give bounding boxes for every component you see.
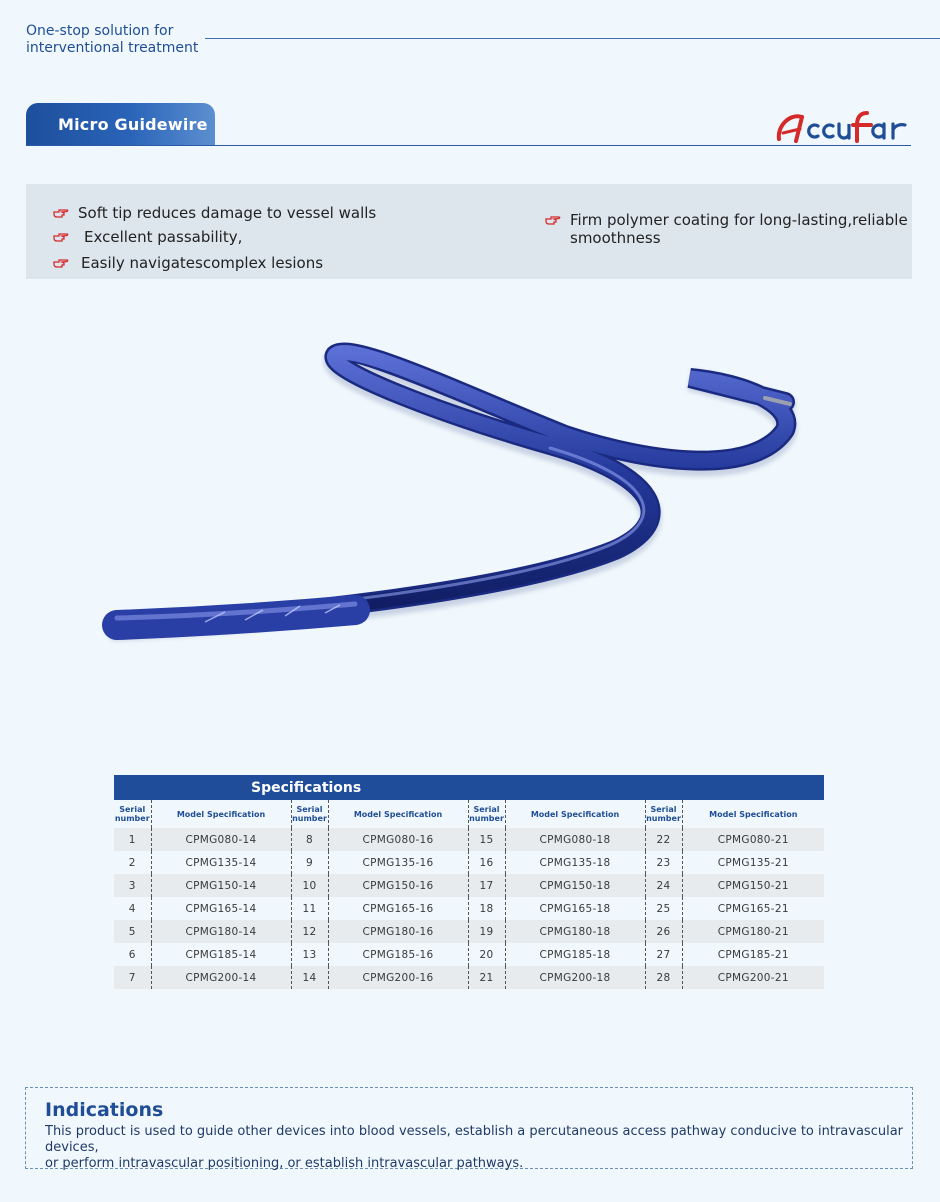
serial-number-header: Serial number	[114, 800, 151, 828]
serial-number-cell: 1	[114, 828, 151, 851]
product-tab	[26, 103, 215, 146]
model-spec-cell: CPMG180-16	[328, 920, 468, 943]
tagline-line-2: interventional treatment	[26, 40, 199, 56]
model-spec-cell: CPMG165-16	[328, 897, 468, 920]
serial-number-cell: 27	[645, 943, 682, 966]
model-spec-cell: CPMG150-16	[328, 874, 468, 897]
serial-number-cell: 26	[645, 920, 682, 943]
serial-number-cell: 2	[114, 851, 151, 874]
indications-text-line: This product is used to guide other devices into blood vessels, establish a percutaneous access pathway conducive to intravascular devices,	[45, 1124, 904, 1155]
pointing-hand-icon	[53, 231, 69, 243]
serial-number-cell: 19	[468, 920, 505, 943]
table-title-row	[114, 775, 824, 800]
tagline-line-1: One-stop solution for	[26, 23, 174, 39]
tagline-divider	[205, 38, 940, 39]
serial-number-cell: 7	[114, 966, 151, 989]
table-row	[114, 828, 824, 851]
serial-number-cell: 6	[114, 943, 151, 966]
model-spec-header: Model Specification	[682, 800, 824, 828]
serial-number-header: Serial number	[291, 800, 328, 828]
model-spec-cell: CPMG185-18	[505, 943, 645, 966]
feature-item	[53, 204, 376, 222]
model-spec-cell: CPMG135-21	[682, 851, 824, 874]
model-spec-cell: CPMG185-14	[151, 943, 291, 966]
model-spec-cell: CPMG200-16	[328, 966, 468, 989]
serial-number-cell: 5	[114, 920, 151, 943]
model-spec-cell: CPMG135-16	[328, 851, 468, 874]
table-row	[114, 897, 824, 920]
model-spec-cell: CPMG080-16	[328, 828, 468, 851]
model-spec-cell: CPMG135-14	[151, 851, 291, 874]
table-row	[114, 851, 824, 874]
table-body	[114, 828, 824, 989]
serial-number-cell: 10	[291, 874, 328, 897]
model-spec-cell: CPMG165-21	[682, 897, 824, 920]
guidewire-product-image	[95, 340, 815, 680]
serial-number-cell: 16	[468, 851, 505, 874]
feature-text: Soft tip reduces damage to vessel walls	[78, 204, 377, 222]
model-spec-cell: CPMG080-21	[682, 828, 824, 851]
feature-item	[53, 228, 242, 246]
feature-text	[570, 211, 908, 247]
serial-number-cell: 28	[645, 966, 682, 989]
serial-number-cell: 20	[468, 943, 505, 966]
indications-title: Indications	[45, 1099, 164, 1121]
model-spec-cell: CPMG200-14	[151, 966, 291, 989]
model-spec-cell: CPMG150-14	[151, 874, 291, 897]
model-spec-cell: CPMG135-18	[505, 851, 645, 874]
model-spec-cell: CPMG200-18	[505, 966, 645, 989]
model-spec-cell: CPMG080-18	[505, 828, 645, 851]
serial-number-header: Serial number	[468, 800, 505, 828]
serial-number-cell: 23	[645, 851, 682, 874]
indications-text-line: or perform intravascular positioning, or establish intravascular pathways.	[45, 1156, 524, 1171]
model-spec-cell: CPMG080-14	[151, 828, 291, 851]
pointing-hand-icon	[53, 257, 69, 269]
model-spec-cell: CPMG200-21	[682, 966, 824, 989]
model-spec-cell: CPMG180-14	[151, 920, 291, 943]
model-spec-cell: CPMG150-21	[682, 874, 824, 897]
serial-number-cell: 14	[291, 966, 328, 989]
model-spec-header: Model Specification	[505, 800, 645, 828]
model-spec-cell: CPMG150-18	[505, 874, 645, 897]
model-spec-cell: CPMG165-14	[151, 897, 291, 920]
serial-number-cell: 15	[468, 828, 505, 851]
specifications-table	[114, 775, 824, 989]
serial-number-cell: 24	[645, 874, 682, 897]
feature-item	[545, 211, 908, 247]
serial-number-cell: 12	[291, 920, 328, 943]
model-spec-cell: CPMG180-21	[682, 920, 824, 943]
serial-number-cell: 17	[468, 874, 505, 897]
serial-number-header: Serial number	[645, 800, 682, 828]
feature-text-line: Firm polymer coating for long-lasting,reliable	[570, 211, 908, 229]
serial-number-cell: 13	[291, 943, 328, 966]
model-spec-cell: CPMG180-18	[505, 920, 645, 943]
table-row	[114, 874, 824, 897]
tagline	[26, 23, 198, 57]
model-spec-cell: CPMG185-21	[682, 943, 824, 966]
model-spec-header: Model Specification	[328, 800, 468, 828]
serial-number-cell: 8	[291, 828, 328, 851]
pointing-hand-icon	[545, 214, 561, 226]
brand-logo	[775, 105, 911, 145]
features-panel	[26, 184, 912, 279]
feature-text: Easily navigatescomplex lesions	[81, 254, 324, 272]
header-divider	[26, 145, 911, 146]
serial-number-cell: 9	[291, 851, 328, 874]
table-row	[114, 920, 824, 943]
table-row	[114, 943, 824, 966]
feature-text-line: smoothness	[570, 229, 661, 247]
table-row	[114, 966, 824, 989]
feature-text: Excellent passability,	[84, 228, 243, 246]
feature-item	[53, 254, 323, 272]
serial-number-cell: 25	[645, 897, 682, 920]
serial-number-cell: 3	[114, 874, 151, 897]
model-spec-cell: CPMG165-18	[505, 897, 645, 920]
serial-number-cell: 4	[114, 897, 151, 920]
serial-number-cell: 21	[468, 966, 505, 989]
indications-box	[25, 1087, 913, 1169]
serial-number-cell: 22	[645, 828, 682, 851]
model-spec-header: Model Specification	[151, 800, 291, 828]
indications-text	[45, 1124, 910, 1172]
serial-number-cell: 11	[291, 897, 328, 920]
table-header-row	[114, 800, 824, 828]
product-tab-label: Micro Guidewire	[58, 115, 208, 134]
table-title: Specifications	[114, 775, 824, 800]
pointing-hand-icon	[53, 207, 69, 219]
serial-number-cell: 18	[468, 897, 505, 920]
model-spec-cell: CPMG185-16	[328, 943, 468, 966]
